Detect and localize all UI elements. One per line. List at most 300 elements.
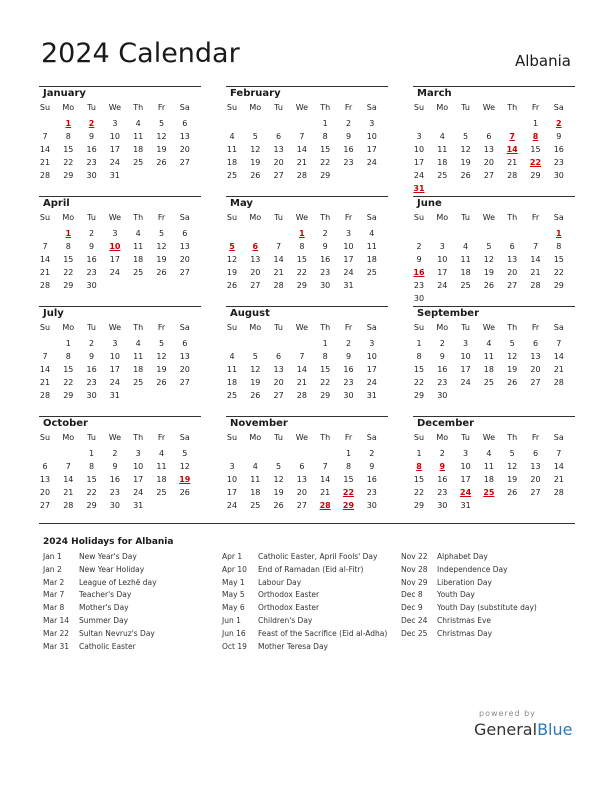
calendar-day: 23 xyxy=(320,268,331,277)
calendar-day: 18 xyxy=(133,365,144,374)
weekday-label: We xyxy=(482,213,496,222)
month-name: February xyxy=(230,88,281,99)
calendar-day: 18 xyxy=(133,145,144,154)
calendar-day: 28 xyxy=(530,281,541,290)
holiday-date: Apr 10 xyxy=(222,564,247,574)
weekday-label: Su xyxy=(39,323,51,332)
weekday-label: We xyxy=(295,433,309,442)
calendar-day: 23 xyxy=(437,488,448,497)
calendar-day: 4 xyxy=(158,449,165,458)
calendar-day: 1 xyxy=(65,339,71,348)
calendar-day: 28 xyxy=(553,378,564,387)
holiday-day: 10 xyxy=(109,242,121,251)
month-rule xyxy=(39,416,201,417)
weekday-label: Fr xyxy=(157,433,166,442)
weekday-label: Fr xyxy=(344,213,353,222)
calendar-day: 8 xyxy=(416,352,422,361)
weekday-label: Tu xyxy=(87,323,96,332)
calendar-day: 4 xyxy=(135,229,141,238)
calendar-day: 26 xyxy=(179,488,190,497)
calendar-day: 8 xyxy=(65,242,71,251)
calendar-day: 29 xyxy=(320,391,331,400)
weekday-label: Sa xyxy=(179,103,190,112)
holiday-date: Jan 2 xyxy=(43,564,62,574)
calendar-day: 8 xyxy=(65,352,71,361)
holiday-day: 28 xyxy=(319,501,331,510)
calendar-day: 10 xyxy=(343,242,354,251)
holiday-date: May 5 xyxy=(222,590,245,600)
calendar-day: 7 xyxy=(42,132,48,141)
holiday-name: League of Lezhë day xyxy=(79,577,157,587)
month-rule xyxy=(39,196,201,197)
weekday-label: Sa xyxy=(366,433,377,442)
calendar-day: 10 xyxy=(133,462,144,471)
calendar-day: 11 xyxy=(226,365,238,374)
calendar-day: 29 xyxy=(86,501,97,510)
calendar-day: 29 xyxy=(63,171,74,180)
weekday-label: Mo xyxy=(436,103,449,112)
weekday-label: Fr xyxy=(531,103,540,112)
holiday-day: 25 xyxy=(483,488,495,497)
calendar-day: 19 xyxy=(250,158,261,167)
calendar-day: 18 xyxy=(250,488,261,497)
holiday-day: 1 xyxy=(299,229,305,238)
calendar-day: 23 xyxy=(86,268,97,277)
calendar-day: 17 xyxy=(226,488,238,497)
calendar-day: 3 xyxy=(135,449,141,458)
holiday-day: 8 xyxy=(416,462,422,471)
calendar-day: 22 xyxy=(296,268,307,277)
weekday-label: Sa xyxy=(366,213,377,222)
calendar-day: 26 xyxy=(250,391,261,400)
calendar-day: 21 xyxy=(63,488,74,497)
calendar-day: 28 xyxy=(296,391,307,400)
calendar-day: 9 xyxy=(89,352,95,361)
calendar-day: 26 xyxy=(507,488,518,497)
calendar-day: 13 xyxy=(179,242,190,251)
calendar-day: 17 xyxy=(437,268,448,277)
calendar-day: 6 xyxy=(509,242,515,251)
weekday-label: Th xyxy=(133,323,144,332)
holiday-date: Dec 9 xyxy=(401,603,423,613)
calendar-day: 21 xyxy=(39,158,51,167)
calendar-day: 13 xyxy=(273,365,284,374)
calendar-day: 2 xyxy=(369,449,375,458)
calendar-day: 9 xyxy=(416,255,422,264)
calendar-day: 5 xyxy=(463,132,469,141)
holiday-date: Jan 1 xyxy=(43,552,62,561)
calendar-day: 6 xyxy=(182,229,188,238)
calendar-day: 23 xyxy=(86,378,97,387)
calendar-day: 31 xyxy=(366,391,377,400)
calendar-day: 14 xyxy=(273,255,284,264)
calendar-day: 14 xyxy=(39,255,51,264)
calendar-day: 7 xyxy=(299,132,305,141)
calendar-day: 27 xyxy=(179,378,190,387)
calendar-day: 15 xyxy=(320,145,331,154)
calendar-day: 27 xyxy=(507,281,518,290)
weekday-label: Su xyxy=(39,103,51,112)
calendar-day: 28 xyxy=(273,281,284,290)
holiday-name: New Year's Day xyxy=(79,552,137,561)
calendar-day: 14 xyxy=(296,365,307,374)
calendar-day: 19 xyxy=(156,145,167,154)
country-name: Albania xyxy=(514,52,571,70)
calendar-day: 2 xyxy=(112,449,118,458)
weekday-label: Sa xyxy=(179,213,190,222)
calendar-day: 15 xyxy=(530,145,541,154)
brand-blue: Blue xyxy=(537,720,573,739)
holiday-name: Mother's Day xyxy=(79,603,129,613)
calendar-day: 19 xyxy=(273,488,284,497)
weekday-label: Tu xyxy=(461,323,470,332)
calendar-day: 16 xyxy=(86,365,97,374)
calendar-day: 23 xyxy=(553,158,564,167)
calendar-day: 9 xyxy=(369,462,375,471)
calendar-day: 31 xyxy=(109,171,120,180)
calendar-day: 19 xyxy=(483,268,494,277)
calendar-day: 23 xyxy=(413,281,425,290)
calendar-day: 7 xyxy=(42,352,48,361)
calendar-day: 2 xyxy=(439,449,445,458)
calendar-day: 11 xyxy=(366,242,377,251)
holiday-date: Jun 1 xyxy=(222,615,241,625)
calendar-day: 20 xyxy=(530,365,541,374)
calendar-day: 6 xyxy=(42,462,48,471)
calendar-day: 28 xyxy=(39,391,51,400)
calendar-day: 7 xyxy=(299,352,305,361)
weekday-label: Mo xyxy=(436,323,449,332)
calendar-day: 3 xyxy=(463,449,469,458)
holiday-day: 24 xyxy=(460,488,472,497)
calendar-day: 2 xyxy=(345,119,352,128)
calendar-day: 3 xyxy=(345,229,352,238)
weekday-label: Mo xyxy=(436,433,449,442)
weekday-label: Sa xyxy=(179,433,190,442)
calendar-day: 30 xyxy=(86,171,97,180)
calendar-day: 17 xyxy=(109,255,120,264)
holiday-name: Feast of the Sacrifice (Eid al-Adha) xyxy=(258,628,388,638)
calendar-day: 11 xyxy=(437,145,448,154)
weekday-label: Sa xyxy=(553,433,564,442)
weekday-label: We xyxy=(108,213,122,222)
calendar-day: 12 xyxy=(156,352,167,361)
holiday-name: Teacher's Day xyxy=(79,590,132,600)
calendar-day: 27 xyxy=(179,158,190,167)
calendar-day: 18 xyxy=(483,365,494,374)
calendar-day: 17 xyxy=(413,158,425,167)
month-rule xyxy=(226,416,388,417)
calendar-day: 27 xyxy=(273,391,284,400)
calendar-day: 10 xyxy=(460,352,471,361)
brand-general: General xyxy=(474,720,538,739)
calendar-day: 8 xyxy=(345,462,352,471)
weekday-label: We xyxy=(295,213,309,222)
calendar-day: 30 xyxy=(86,391,97,400)
calendar-day: 15 xyxy=(296,255,307,264)
month-name: September xyxy=(417,308,479,319)
calendar-day: 15 xyxy=(63,365,74,374)
calendar-day: 6 xyxy=(532,449,539,458)
holiday-name: Youth Day (substitute day) xyxy=(437,603,537,613)
calendar-day: 20 xyxy=(530,475,541,484)
holiday-date: Mar 22 xyxy=(43,628,70,638)
calendar-day: 30 xyxy=(437,391,448,400)
calendar-day: 22 xyxy=(63,158,74,167)
weekday-label: Tu xyxy=(87,213,96,222)
calendar-day: 10 xyxy=(366,352,377,361)
calendar-day: 7 xyxy=(556,339,562,348)
calendar-day: 20 xyxy=(507,268,518,277)
calendar-day: 2 xyxy=(439,339,445,348)
calendar-day: 7 xyxy=(532,242,539,251)
calendar-day: 31 xyxy=(109,391,120,400)
calendar-day: 20 xyxy=(250,268,261,277)
calendar-day: 5 xyxy=(158,119,165,128)
calendar-day: 29 xyxy=(63,391,74,400)
calendar-day: 3 xyxy=(112,119,118,128)
weekday-label: Fr xyxy=(531,323,540,332)
weekday-label: We xyxy=(482,103,496,112)
calendar-day: 14 xyxy=(39,145,51,154)
month-name: April xyxy=(43,198,70,209)
calendar-day: 9 xyxy=(345,352,352,361)
calendar-day: 19 xyxy=(226,268,238,277)
holiday-date: Jun 16 xyxy=(222,628,246,638)
calendar-day: 9 xyxy=(89,242,95,251)
calendar-day: 15 xyxy=(63,145,74,154)
month-name: August xyxy=(230,308,270,319)
calendar-day: 2 xyxy=(89,339,95,348)
weekday-label: Su xyxy=(413,323,425,332)
holiday-name: Independence Day xyxy=(437,564,508,574)
calendar-day: 22 xyxy=(63,268,74,277)
weekday-label: Th xyxy=(507,213,518,222)
calendar-day: 5 xyxy=(509,339,515,348)
calendar-day: 19 xyxy=(156,255,167,264)
holiday-day: 1 xyxy=(65,229,72,238)
calendar-day: 24 xyxy=(413,171,425,180)
holiday-day: 2 xyxy=(556,119,562,128)
month-name: December xyxy=(417,418,475,429)
calendar-day: 11 xyxy=(156,462,167,471)
calendar-day: 23 xyxy=(343,158,354,167)
calendar-day: 15 xyxy=(320,365,331,374)
weekday-label: Su xyxy=(226,433,238,442)
weekday-label: Fr xyxy=(157,103,166,112)
month-name: June xyxy=(417,198,442,209)
calendar-day: 21 xyxy=(530,268,541,277)
calendar-day: 19 xyxy=(507,365,518,374)
calendar-day: 25 xyxy=(133,268,144,277)
weekday-label: Tu xyxy=(274,213,283,222)
calendar-day: 11 xyxy=(133,242,144,251)
calendar-day: 1 xyxy=(322,339,328,348)
weekday-label: We xyxy=(108,323,122,332)
calendar-day: 1 xyxy=(416,339,422,348)
weekday-label: Su xyxy=(413,433,425,442)
calendar-day: 28 xyxy=(39,171,51,180)
holiday-day: 1 xyxy=(65,119,72,128)
calendar-day: 13 xyxy=(250,255,261,264)
calendar-day: 8 xyxy=(299,242,305,251)
weekday-label: Su xyxy=(39,213,51,222)
calendar-day: 11 xyxy=(250,475,261,484)
calendar-day: 9 xyxy=(322,242,328,251)
calendar-day: 16 xyxy=(437,475,448,484)
month-name: May xyxy=(230,198,253,209)
holiday-day: 14 xyxy=(506,145,518,154)
calendar-day: 17 xyxy=(460,365,471,374)
calendar-day: 25 xyxy=(226,171,238,180)
weekday-label: Th xyxy=(320,323,331,332)
calendar-day: 1 xyxy=(416,449,422,458)
month-rule xyxy=(226,86,388,87)
weekday-label: Su xyxy=(413,213,425,222)
calendar-day: 15 xyxy=(413,365,425,374)
weekday-label: Sa xyxy=(553,213,564,222)
holiday-day: 9 xyxy=(439,462,446,471)
calendar-day: 2 xyxy=(416,242,422,251)
weekday-label: Mo xyxy=(62,213,75,222)
page-title: 2024 Calendar xyxy=(41,38,240,69)
calendar-day: 21 xyxy=(507,158,518,167)
calendar-day: 18 xyxy=(226,158,238,167)
holiday-date: Mar 7 xyxy=(43,590,65,600)
calendar-day: 15 xyxy=(343,475,354,484)
calendar-day: 16 xyxy=(366,475,377,484)
calendar-day: 23 xyxy=(343,378,354,387)
calendar-day: 26 xyxy=(156,268,167,277)
calendar-day: 11 xyxy=(133,352,144,361)
weekday-label: Fr xyxy=(157,213,166,222)
generalblue-logo[interactable] xyxy=(474,720,572,739)
weekday-label: Sa xyxy=(366,103,377,112)
calendar-day: 28 xyxy=(507,171,518,180)
weekday-label: Mo xyxy=(249,213,262,222)
calendar-day: 25 xyxy=(156,488,167,497)
calendar-day: 25 xyxy=(226,391,238,400)
weekday-label: Sa xyxy=(179,323,190,332)
month-rule xyxy=(413,86,575,87)
calendar-day: 20 xyxy=(179,255,190,264)
calendar-day: 4 xyxy=(486,339,492,348)
holiday-name: Orthodox Easter xyxy=(258,590,320,600)
month-name: November xyxy=(230,418,288,429)
calendar-day: 25 xyxy=(133,158,144,167)
calendar-day: 24 xyxy=(366,378,377,387)
weekday-label: We xyxy=(482,323,496,332)
calendar-day: 14 xyxy=(63,475,74,484)
calendar-day: 1 xyxy=(322,119,328,128)
calendar-day: 13 xyxy=(483,145,494,154)
calendar-day: 29 xyxy=(530,171,541,180)
calendar-day: 25 xyxy=(250,501,261,510)
calendar-day: 26 xyxy=(226,281,238,290)
calendar-day: 5 xyxy=(252,352,258,361)
holiday-name: Liberation Day xyxy=(437,577,492,587)
calendar-day: 29 xyxy=(63,281,74,290)
calendar-day: 9 xyxy=(556,132,562,141)
holiday-date: Oct 19 xyxy=(222,641,247,651)
calendar-day: 13 xyxy=(179,132,190,141)
holiday-name: Alphabet Day xyxy=(437,552,488,561)
month-rule xyxy=(39,86,201,87)
calendar-day: 9 xyxy=(345,132,352,141)
month-rule xyxy=(413,416,575,417)
weekday-label: Th xyxy=(133,433,144,442)
calendar-day: 20 xyxy=(483,158,494,167)
holiday-name: Summer Day xyxy=(79,615,129,625)
holiday-day: 22 xyxy=(342,488,355,497)
holiday-day: 22 xyxy=(529,158,542,167)
calendar-day: 13 xyxy=(530,462,541,471)
weekday-label: Th xyxy=(133,213,144,222)
calendar-day: 22 xyxy=(553,268,564,277)
calendar-day: 4 xyxy=(135,119,141,128)
calendar-day: 29 xyxy=(553,281,564,290)
calendar-day: 12 xyxy=(250,145,261,154)
calendar-day: 10 xyxy=(109,132,120,141)
calendar-day: 20 xyxy=(296,488,307,497)
calendar-day: 4 xyxy=(369,229,375,238)
calendar-day: 25 xyxy=(133,378,144,387)
calendar-day: 9 xyxy=(112,462,118,471)
calendar-day: 20 xyxy=(179,365,190,374)
calendar-day: 15 xyxy=(413,475,425,484)
month-name: July xyxy=(43,308,64,319)
calendar-day: 18 xyxy=(366,255,377,264)
calendar-day: 24 xyxy=(109,158,120,167)
calendar-day: 16 xyxy=(343,365,354,374)
weekday-label: Mo xyxy=(62,323,75,332)
weekday-label: We xyxy=(108,103,122,112)
calendar-day: 10 xyxy=(226,475,238,484)
calendar-day: 6 xyxy=(299,462,305,471)
weekday-label: Th xyxy=(507,433,518,442)
calendar-day: 4 xyxy=(229,352,235,361)
calendar-day: 13 xyxy=(179,352,190,361)
calendar-day: 3 xyxy=(229,462,235,471)
calendar-day: 21 xyxy=(553,365,564,374)
calendar-day: 8 xyxy=(556,242,562,251)
holiday-name: New Year Holiday xyxy=(79,564,145,574)
weekday-label: Fr xyxy=(157,323,166,332)
calendar-day: 4 xyxy=(439,132,445,141)
calendar-day: 22 xyxy=(413,488,425,497)
calendar-day: 2 xyxy=(345,339,352,348)
holiday-name: Sultan Nevruz's Day xyxy=(79,628,155,638)
calendar-day: 27 xyxy=(39,501,51,510)
calendar-day: 12 xyxy=(507,462,518,471)
holiday-day: 2 xyxy=(88,119,95,128)
calendar-day: 24 xyxy=(226,501,238,510)
calendar-day: 22 xyxy=(413,378,425,387)
calendar-day: 16 xyxy=(86,255,97,264)
calendar-day: 4 xyxy=(486,449,492,458)
calendar-day: 7 xyxy=(65,462,71,471)
month-name: January xyxy=(43,88,86,99)
weekday-label: We xyxy=(108,433,122,442)
calendar-day: 1 xyxy=(532,119,539,128)
calendar-day: 24 xyxy=(343,268,354,277)
calendar-day: 29 xyxy=(320,171,331,180)
weekday-label: Tu xyxy=(87,103,96,112)
calendar-day: 17 xyxy=(460,475,471,484)
calendar-day: 18 xyxy=(460,268,471,277)
holiday-name: Catholic Easter, April Fools' Day xyxy=(258,552,378,561)
calendar-day: 4 xyxy=(463,242,469,251)
